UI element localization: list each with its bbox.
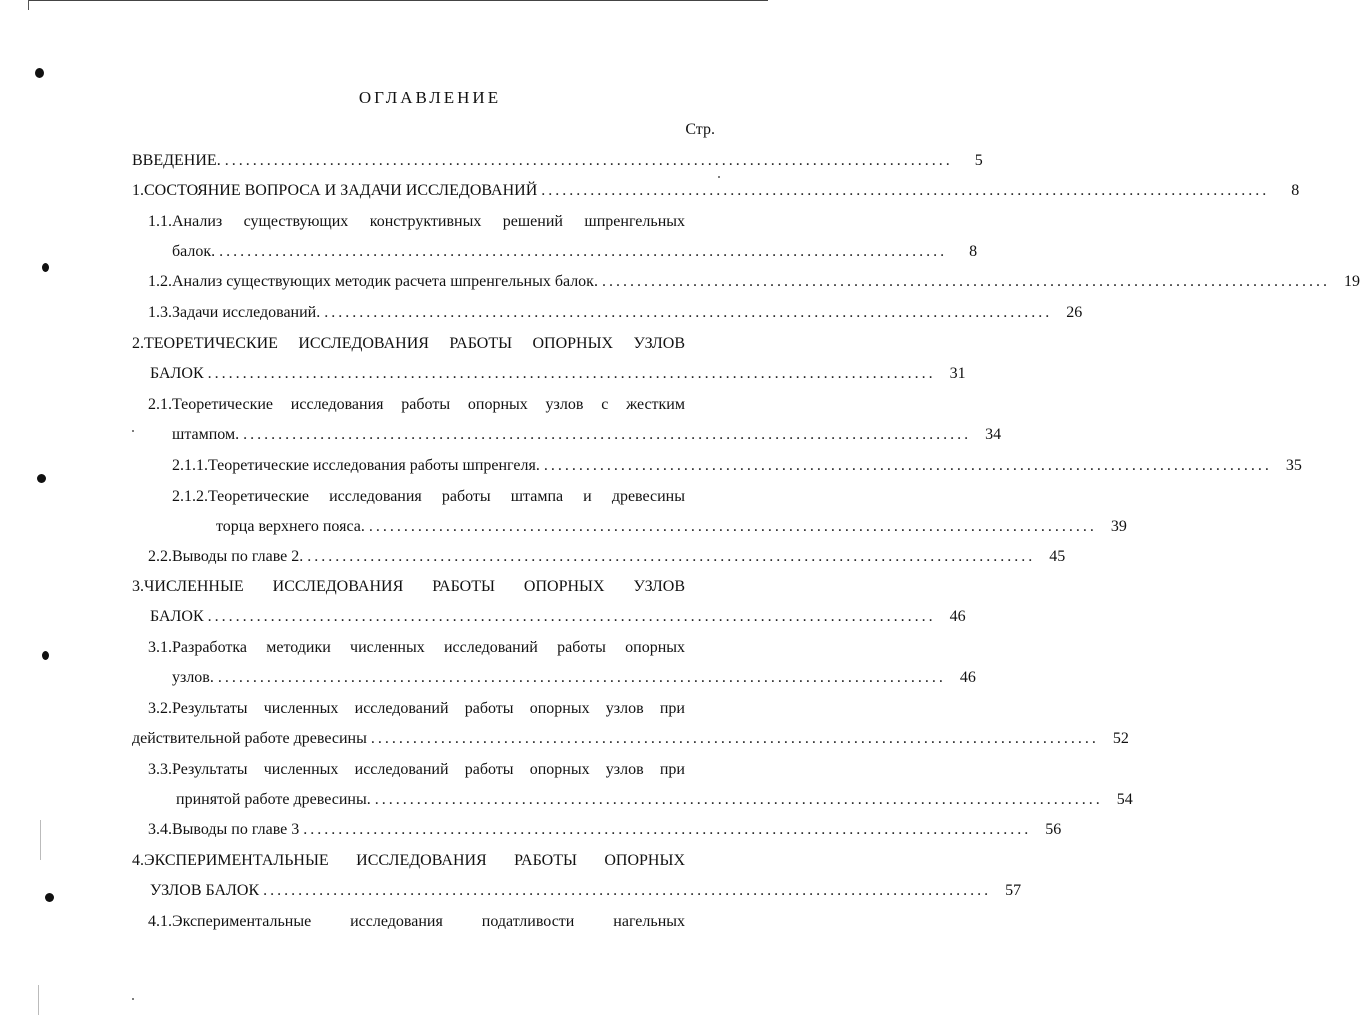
toc-entry-page: 46 bbox=[949, 608, 966, 625]
toc-entry-text: 1.3.Задачи исследований. bbox=[148, 304, 321, 321]
page-column-label: Стр. bbox=[685, 121, 715, 138]
toc-entry[interactable] bbox=[132, 180, 1300, 202]
toc-entry-text: 2.1.1.Теоретические исследования работы шпренгеля. bbox=[172, 457, 540, 474]
toc-entry-text: 2.1.Теоретические исследования работы опорных узлов с жестким bbox=[148, 396, 685, 413]
toc-entry-text: 2.1.2.Теоретические исследования работы штампа и древесины bbox=[172, 488, 685, 505]
toc-entry-page: 26 bbox=[1066, 304, 1083, 321]
toc-entry-page: 56 bbox=[1045, 821, 1062, 838]
toc-entry-page: 35 bbox=[1285, 457, 1302, 474]
toc-entry-page: 45 bbox=[1049, 548, 1066, 565]
toc-entry-text: балок. bbox=[172, 243, 216, 260]
toc-entry-continuation[interactable] bbox=[150, 606, 966, 628]
leader-dots: ........................................................................................................ bbox=[263, 882, 992, 899]
scan-blot bbox=[42, 263, 49, 272]
toc-entry-text: 3.4.Выводы по главе 3 bbox=[148, 821, 300, 838]
toc-entry-text: действительной работе древесины bbox=[132, 730, 367, 747]
leader-dots: ........................................................................................................ bbox=[219, 243, 948, 260]
toc-entry[interactable] bbox=[172, 486, 685, 508]
leader-dots: ........................................................................................................ bbox=[243, 426, 972, 443]
scan-corner-mark bbox=[28, 0, 29, 10]
leader-dots: ........................................................................................................ bbox=[324, 304, 1053, 321]
toc-entry-continuation[interactable] bbox=[176, 789, 1133, 811]
toc-entry[interactable] bbox=[148, 546, 1066, 568]
toc-entry-page: 34 bbox=[985, 426, 1002, 443]
leader-dots: ........................................................................................................ bbox=[370, 730, 1099, 747]
leader-dots: ........................................................................................................ bbox=[601, 273, 1330, 290]
scan-blot bbox=[35, 68, 44, 78]
toc-entry[interactable] bbox=[132, 150, 983, 172]
leader-dots: ........................................................................................................ bbox=[207, 365, 936, 382]
toc-entry-text: 4.1.Экспериментальные исследования податливости нагельных bbox=[148, 913, 685, 930]
leader-dots: ........................................................................................................ bbox=[307, 548, 1036, 565]
toc-entry-page: 8 bbox=[969, 243, 978, 260]
leader-dots: ........................................................................................................ bbox=[217, 669, 946, 686]
toc-entry-text: узлов. bbox=[172, 669, 214, 686]
toc-entry-text: принятой работе древесины. bbox=[176, 791, 371, 808]
toc-entry-text: 3.3.Результаты численных исследований работы опорных узлов при bbox=[148, 761, 685, 778]
scan-margin-line bbox=[40, 820, 41, 860]
scan-speck bbox=[718, 176, 720, 178]
toc-entry-page: 54 bbox=[1116, 791, 1133, 808]
scan-blot bbox=[37, 474, 46, 483]
leader-dots: ........................................................................................................ bbox=[207, 608, 936, 625]
toc-entry-text: 3.2.Результаты численных исследований работы опорных узлов при bbox=[148, 700, 685, 717]
toc-entry[interactable] bbox=[148, 819, 1062, 841]
toc-entry-page: 52 bbox=[1112, 730, 1129, 747]
toc-entry-text: 1.2.Анализ существующих методик расчета шпренгельных балок. bbox=[148, 273, 598, 290]
leader-dots: ........................................................................................................ bbox=[303, 821, 1032, 838]
leader-dots: ........................................................................................................ bbox=[541, 182, 1270, 199]
toc-entry[interactable] bbox=[148, 911, 685, 933]
scan-blot bbox=[42, 651, 49, 660]
toc-entry-text: 4.ЭКСПЕРИМЕНТАЛЬНЫЕ ИССЛЕДОВАНИЯ РАБОТЫ ОПОРНЫХ bbox=[132, 852, 685, 869]
toc-entry[interactable] bbox=[132, 850, 685, 872]
toc-entry-text: торца верхнего пояса. bbox=[216, 518, 365, 535]
toc-entry-continuation[interactable] bbox=[216, 516, 1127, 538]
toc-entry[interactable] bbox=[132, 333, 685, 355]
toc-entry-text: БАЛОК bbox=[150, 608, 204, 625]
toc-entry-page: 5 bbox=[974, 152, 983, 169]
toc-entry[interactable] bbox=[148, 394, 685, 416]
toc-entry-continuation[interactable] bbox=[172, 667, 976, 689]
scan-blot bbox=[45, 893, 54, 902]
toc-entry-continuation[interactable] bbox=[150, 363, 966, 385]
toc-entry-text: БАЛОК bbox=[150, 365, 204, 382]
toc-entry-continuation[interactable] bbox=[172, 241, 978, 263]
scan-top-border bbox=[28, 0, 768, 4]
toc-entry-text: 1.1.Анализ существующих конструктивных решений шпренгельных bbox=[148, 213, 685, 230]
toc-entry[interactable] bbox=[148, 211, 685, 233]
toc-entry[interactable] bbox=[148, 302, 1083, 324]
toc-entry[interactable] bbox=[172, 455, 1302, 477]
toc-entry[interactable] bbox=[148, 637, 685, 659]
toc-entry[interactable] bbox=[132, 576, 685, 598]
toc-entry-page: 8 bbox=[1291, 182, 1300, 199]
toc-entry-page: 19 bbox=[1343, 273, 1360, 290]
scan-speck bbox=[132, 430, 134, 432]
leader-dots: ........................................................................................................ bbox=[224, 152, 953, 169]
leader-dots: ........................................................................................................ bbox=[543, 457, 1272, 474]
leader-dots: ........................................................................................................ bbox=[374, 791, 1103, 808]
toc-entry-text: 3.1.Разработка методики численных исследований работы опорных bbox=[148, 639, 685, 656]
toc-entry-text: штампом. bbox=[172, 426, 240, 443]
toc-entry-page: 46 bbox=[959, 669, 976, 686]
toc-entry-continuation[interactable] bbox=[132, 728, 1129, 750]
toc-entry-continuation[interactable] bbox=[172, 424, 1002, 446]
toc-entry-page: 39 bbox=[1110, 518, 1127, 535]
leader-dots: ........................................................................................................ bbox=[368, 518, 1097, 535]
toc-entry-text: ВВЕДЕНИЕ. bbox=[132, 152, 221, 169]
toc-entry-text: 1.СОСТОЯНИЕ ВОПРОСА И ЗАДАЧИ ИССЛЕДОВАНИЙ bbox=[132, 182, 538, 199]
toc-entry[interactable] bbox=[148, 698, 685, 720]
toc-entry-text: 2.ТЕОРЕТИЧЕСКИЕ ИССЛЕДОВАНИЯ РАБОТЫ ОПОРНЫХ УЗЛОВ bbox=[132, 335, 685, 352]
toc-title: ОГЛАВЛЕНИЕ bbox=[358, 88, 502, 107]
toc-entry-continuation[interactable] bbox=[150, 880, 1022, 902]
toc-entry-text: УЗЛОВ БАЛОК bbox=[150, 882, 260, 899]
scan-margin-line bbox=[38, 985, 39, 1015]
toc-entry-page: 31 bbox=[949, 365, 966, 382]
toc-entry-text: 2.2.Выводы по главе 2. bbox=[148, 548, 304, 565]
scan-speck bbox=[132, 998, 134, 1000]
toc-entry[interactable] bbox=[148, 759, 685, 781]
toc-entry[interactable] bbox=[148, 271, 1360, 293]
toc-entry-text: 3.ЧИСЛЕННЫЕ ИССЛЕДОВАНИЯ РАБОТЫ ОПОРНЫХ УЗЛОВ bbox=[132, 578, 685, 595]
toc-entry-page: 57 bbox=[1005, 882, 1022, 899]
